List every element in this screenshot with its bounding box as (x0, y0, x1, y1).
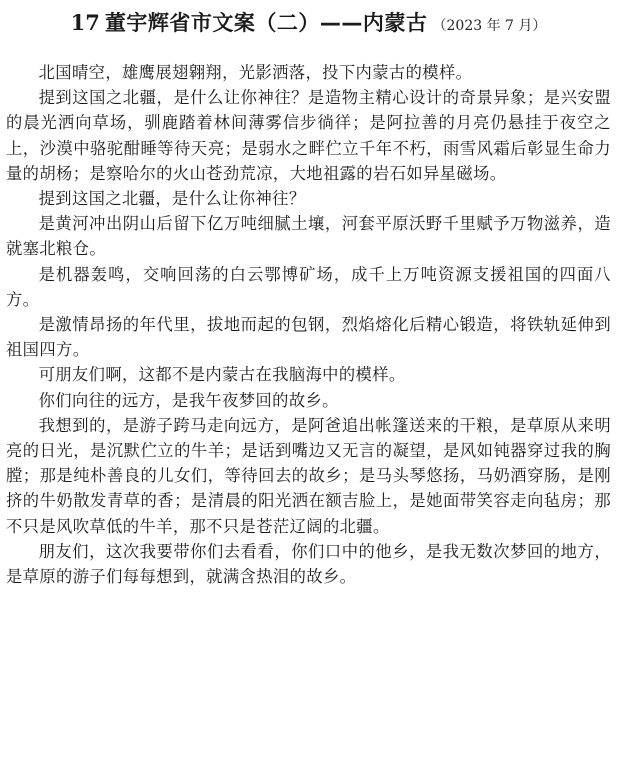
paragraph-3: 提到这国之北疆，是什么让你神往？ (38, 189, 306, 209)
paragraph-10: 朋友们，这次我要带你们去看看，你们口中的他乡，是我无数次梦回的地方，是草原的游子们每每想到，就满含热泪的故乡。 (6, 541, 611, 587)
paragraph-7: 可朋友们啊，这都不是内蒙古在我脑海中的模样。 (38, 365, 406, 385)
article-body (6, 60, 611, 589)
paragraph-8: 你们向往的远方，是我午夜梦回的故乡。 (38, 390, 339, 410)
paragraph-1: 北国晴空，雄鹰展翅翱翔，光影洒落，投下内蒙古的模样。 (38, 63, 473, 82)
paragraph-2: 提到这国之北疆，是什么让你神往？是造物主精心设计的奇景异象；是兴安盟的晨光洒向草场，驯鹿踏着林间薄雾信步徜徉；是阿拉善的月亮仍悬挂于夜空之上，沙漠中骆驼酣睡等待天亮；是弱水之畔伫立千年不朽，雨雪风霜后彰显生命力量的胡杨；是察哈尔的火山苍劲荒凉，大地祖露的岩石如异星磁场。 (6, 88, 611, 183)
title-date: （2023 年 7 月） (432, 18, 547, 34)
paragraph-5: 是机器轰鸣，交响回荡的白云鄂博矿场，成千上万吨资源支援祖国的四面八方。 (6, 264, 611, 309)
paragraph-6: 是激情昂扬的年代里，拔地而起的包钢，烈焰熔化后精心锻造，将铁轨延伸到祖国四方。 (6, 315, 611, 360)
paragraph-9: 我想到的，是游子跨马走向远方，是阿爸追出帐篷送来的干粮，是草原从来明亮的日光，是沉默伫立的牛羊；是话到嘴边又无言的凝望，是风如钝器穿过我的胸膛；那是纯朴善良的儿女们，等待回去的故乡；是马头琴悠扬，马奶酒穿肠，是刚挤的牛奶散发青草的香；是清晨的阳光洒在额吉脸上，是她面带笑容走向毡房；那不只是风吹草低的牛羊，那不只是苍茫辽阔的北疆。 (6, 415, 611, 536)
page-title: 董宇辉省市文案（二）——内蒙古 (104, 11, 428, 35)
title-number: 17 (70, 10, 100, 35)
paragraph-4: 是黄河冲出阴山后留下亿万吨细腻土壤，河套平原沃野千里赋予万物滋养，造就塞北粮仓。 (6, 214, 611, 259)
title-line (6, 8, 611, 38)
